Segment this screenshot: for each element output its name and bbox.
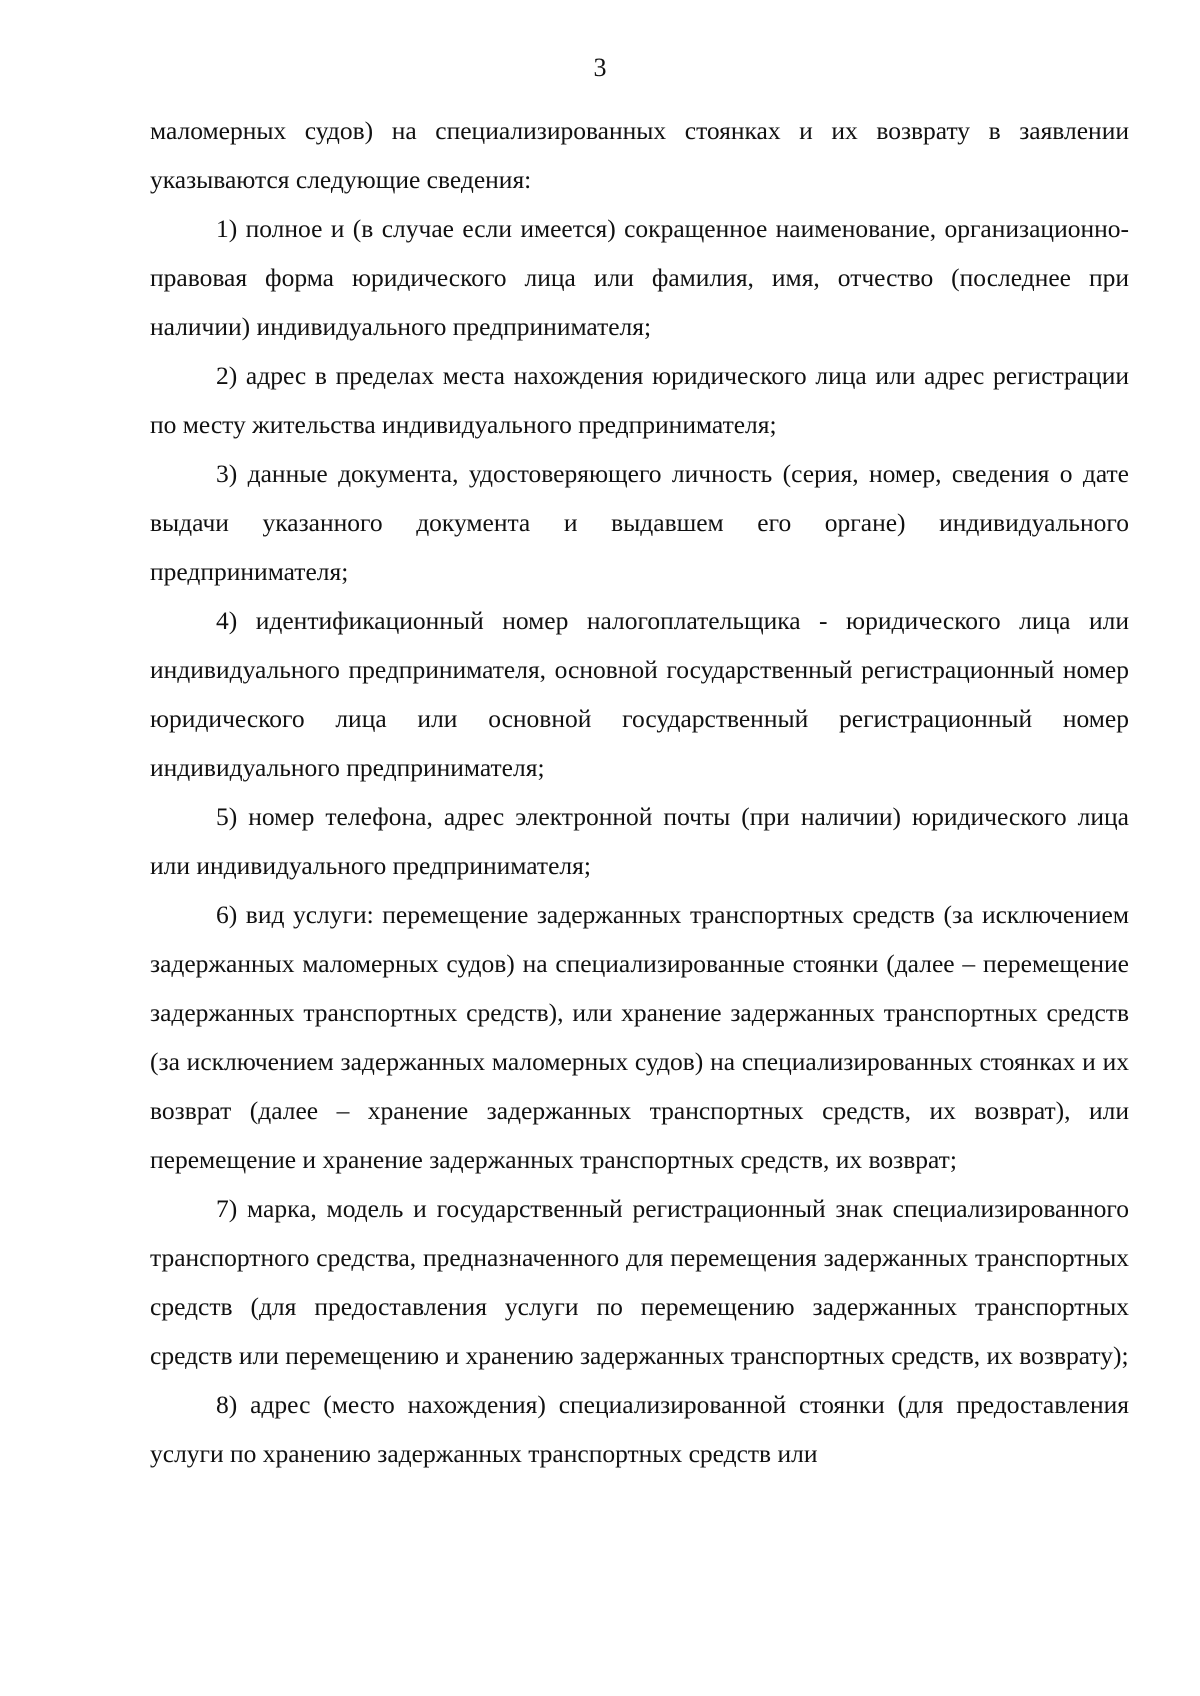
list-item-6: 6) вид услуги: перемещение задержанных транспортных средств (за исключением задержанных маломерных судов) на специализированные стоянки (далее – перемещение задержанных транспортных средств), или хранение задержанных транспортных средств (за исключением задержанных маломерных судов) на специализированных стоянках и их возврат (далее – хранение задержанных транспортных средств, их возврат), или перемещение и хранение задержанных транспортных средств, их возврат; (150, 900, 1129, 1174)
list-item-7: 7) марка, модель и государственный регистрационный знак специализированного транспортного средства, предназначенного для перемещения задержанных транспортных средств (для предоставления услуги по перемещению задержанных транспортных средств или перемещению и хранению задержанных транспортных средств, их возврату); (150, 1194, 1129, 1370)
list-item-2: 2) адрес в пределах места нахождения юридического лица или адрес регистрации по месту жительства индивидуального предпринимателя; (150, 361, 1129, 439)
page-number: 3 (593, 53, 607, 82)
list-item-4: 4) идентификационный номер налогоплательщика - юридического лица или индивидуального предпринимателя, основной государственный регистрационный номер юридического лица или основной государственный регистрационный номер индивидуального предпринимателя; (150, 606, 1129, 782)
paragraph-continuation: маломерных судов) на специализированных стоянках и их возврату в заявлении указываются следующие сведения: (150, 116, 1129, 194)
list-item-3: 3) данные документа, удостоверяющего личность (серия, номер, сведения о дате выдачи указанного документа и выдавшем его органе) индивидуального предпринимателя; (150, 459, 1129, 586)
document-body (150, 106, 1129, 1478)
list-item-5: 5) номер телефона, адрес электронной почты (при наличии) юридического лица или индивидуального предпринимателя; (150, 802, 1129, 880)
list-item-8: 8) адрес (место нахождения) специализированной стоянки (для предоставления услуги по хранению задержанных транспортных средств или (150, 1390, 1129, 1468)
list-item-1: 1) полное и (в случае если имеется) сокращенное наименование, организационно-правовая форма юридического лица или фамилия, имя, отчество (последнее при наличии) индивидуального предпринимателя; (150, 214, 1129, 341)
